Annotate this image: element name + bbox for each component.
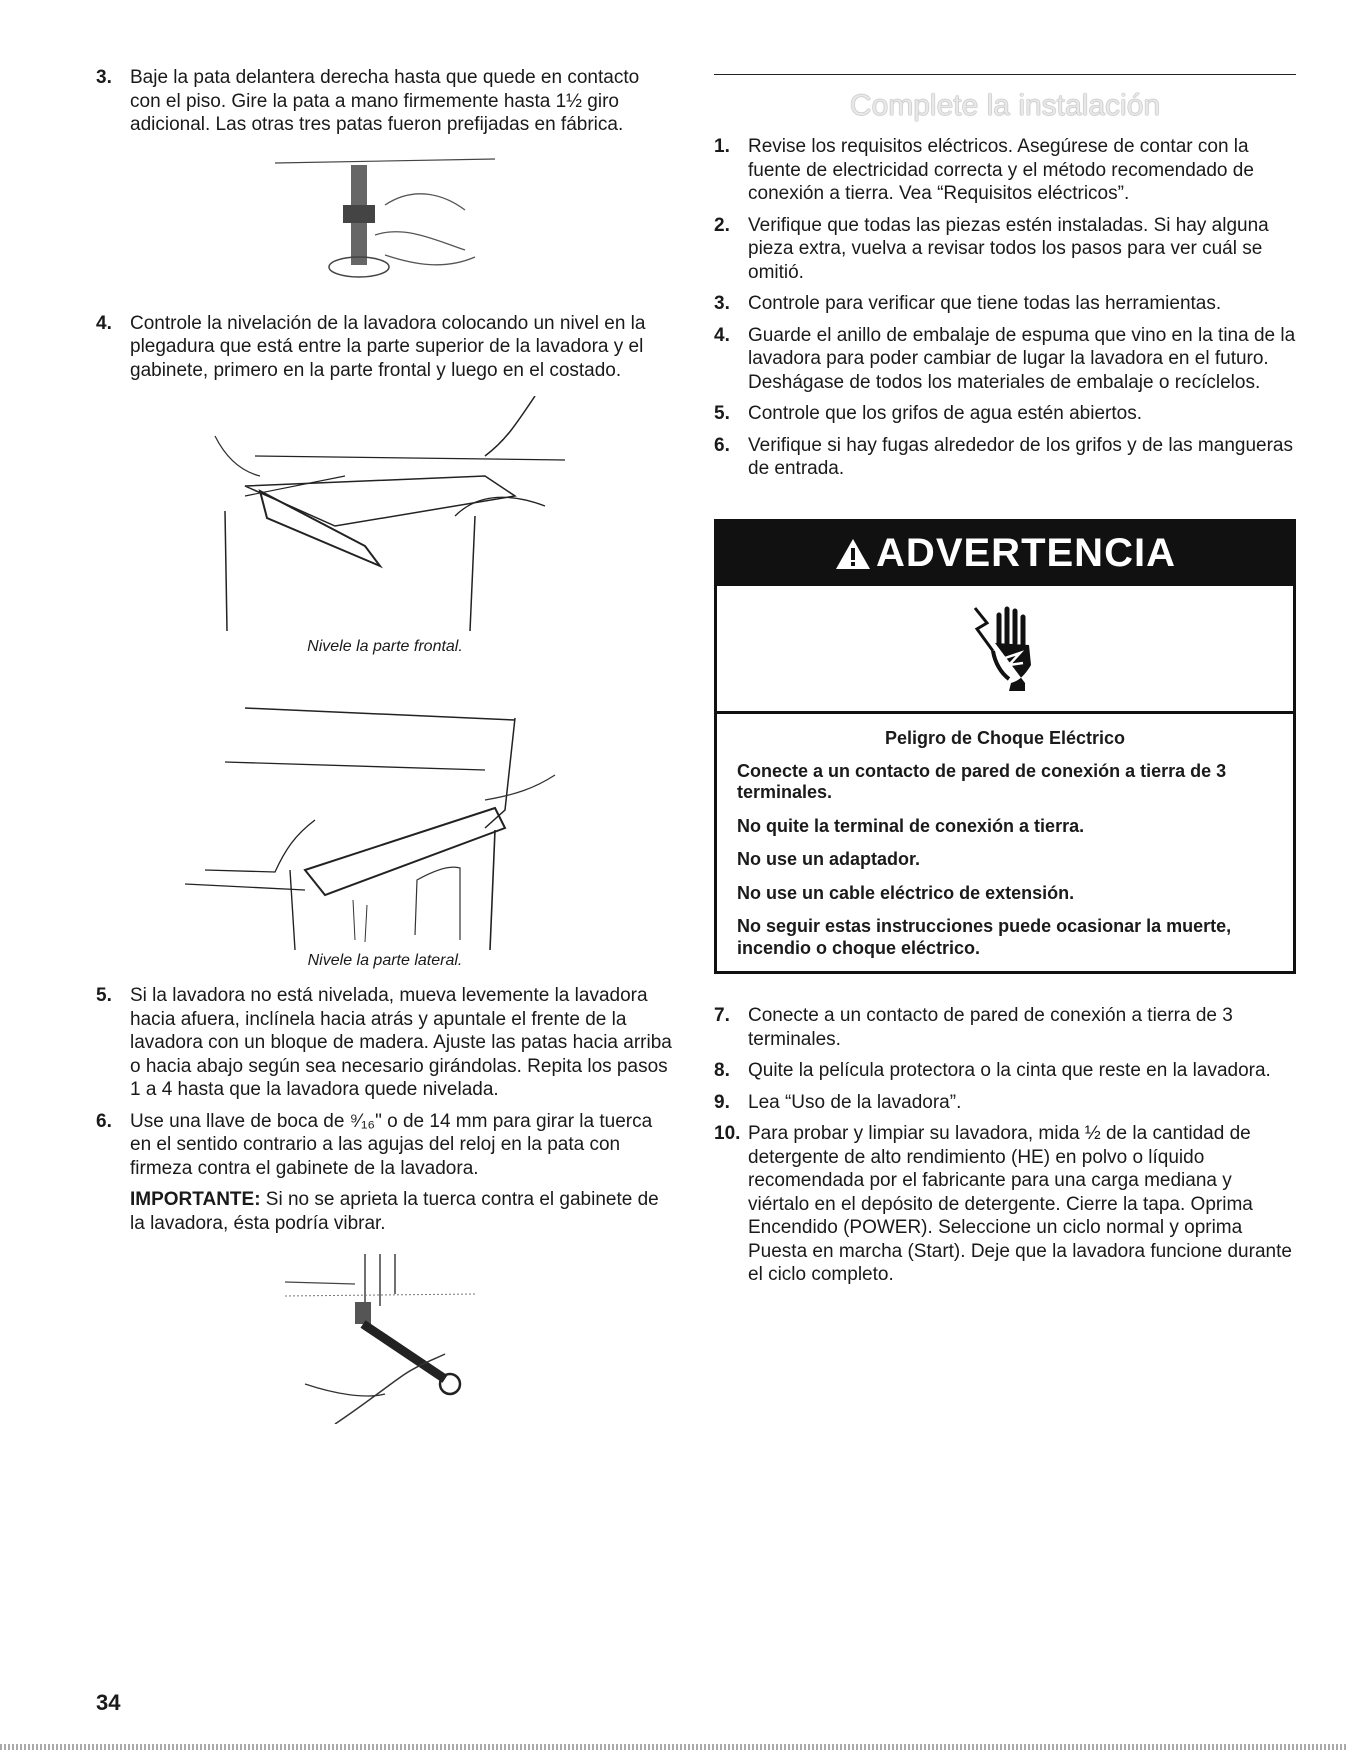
step-text: Verifique que todas las piezas estén instaladas. Si hay alguna pieza extra, vuelva a revisar todos los pasos para ver cuál se omitió. xyxy=(748,214,1269,283)
step-text: Controle para verificar que tiene todas las herramientas. xyxy=(748,293,1222,314)
step-text: Lea “Uso de la lavadora”. xyxy=(748,1091,962,1113)
wrench-illustration xyxy=(275,1254,495,1424)
left-column xyxy=(96,66,674,1424)
important-label: IMPORTANTE: xyxy=(130,1189,261,1210)
step-3 xyxy=(96,66,674,137)
warning-box xyxy=(714,519,1296,975)
step-number: 3. xyxy=(96,67,112,88)
install-step xyxy=(714,434,1296,481)
step-text: Baje la pata delantera derecha hasta que quede en contacto con el piso. Gire la pata a mano firmemente hasta 1½ giro adicional. Las otras tres patas fueron prefijadas en fábrica. xyxy=(130,67,640,135)
warning-body xyxy=(717,714,1293,972)
caption-front: Nivele la parte frontal. xyxy=(307,638,463,655)
step-5 xyxy=(96,984,674,1102)
warning-icon-area xyxy=(717,586,1293,714)
step-6 xyxy=(96,1110,674,1181)
step-text: Quite la película protectora o la cinta que reste en la lavadora. xyxy=(748,1060,1271,1081)
warning-header xyxy=(717,522,1293,586)
step-number: 7. xyxy=(714,1005,730,1026)
step-number: 6. xyxy=(96,1110,112,1132)
caption-side: Nivele la parte lateral. xyxy=(307,952,463,969)
install-step xyxy=(714,135,1296,206)
install-step xyxy=(714,1004,1296,1051)
electric-shock-hand-icon xyxy=(965,603,1045,693)
step-4 xyxy=(96,312,674,383)
step-text: Controle que los grifos de agua estén abiertos. xyxy=(748,403,1142,424)
step-text: Verifique si hay fugas alrededor de los grifos y de las mangueras de entrada. xyxy=(748,434,1293,479)
step-number: 6. xyxy=(714,434,730,456)
warning-line: Conecte a un contacto de pared de conexión a tierra de 3 terminales. xyxy=(737,760,1227,802)
section-divider xyxy=(714,74,1296,75)
step-number: 3. xyxy=(714,293,730,314)
install-step xyxy=(714,1059,1296,1083)
install-step xyxy=(714,1122,1296,1287)
step-number: 5. xyxy=(714,403,730,424)
step-text: Conecte a un contacto de pared de conexión a tierra de 3 terminales. xyxy=(748,1005,1233,1050)
step-number: 5. xyxy=(96,985,112,1006)
step-text: Guarde el anillo de embalaje de espuma que vino en la tina de la lavadora para poder cambiar de lugar la lavadora en el futuro. Deshágase de todos los materiales de embalaje o recíclelos. xyxy=(748,324,1296,393)
step-text: Use una llave de boca de ⁹⁄₁₆" o de 14 mm para girar la tuerca en el sentido contrario a las agujas del reloj en la pata con firmeza contra el gabinete de la lavadora. xyxy=(130,1110,653,1179)
install-step xyxy=(714,214,1296,285)
step-number: 2. xyxy=(714,214,730,236)
right-column xyxy=(714,66,1296,1295)
install-step xyxy=(714,1091,1296,1115)
warning-line: No use un cable eléctrico de extensión. xyxy=(737,882,1075,903)
step-number: 1. xyxy=(714,136,730,157)
section-title: Complete la instalación xyxy=(849,89,1161,122)
step-number: 10. xyxy=(714,1123,741,1144)
warning-triangle-icon xyxy=(834,537,872,571)
leg-adjust-illustration xyxy=(265,145,505,290)
important-note xyxy=(130,1188,674,1235)
step-text: Controle la nivelación de la lavadora colocando un nivel en la plegadura que está entre la parte superior de la lavadora y el gabinete, primero en la parte frontal y luego en el costado. xyxy=(130,312,646,381)
install-step xyxy=(714,324,1296,395)
step-number: 8. xyxy=(714,1060,730,1081)
step-number: 4. xyxy=(714,324,730,346)
hazard-heading: Peligro de Choque Eléctrico xyxy=(884,727,1126,748)
warning-line: No seguir estas instrucciones puede ocasionar la muerte, incendio o choque eléctrico. xyxy=(737,916,1232,958)
scan-edge xyxy=(0,1744,1348,1750)
page-number: 34 xyxy=(96,1690,121,1715)
warning-line: No quite la terminal de conexión a tierra. xyxy=(737,815,1085,836)
step-number: 9. xyxy=(714,1091,730,1113)
install-step xyxy=(714,292,1296,316)
warning-title: ADVERTENCIA xyxy=(876,531,1176,575)
step-number: 4. xyxy=(96,312,112,334)
step-text: Si la lavadora no está nivelada, mueva levemente la lavadora hacia afuera, inclínela hacia atrás y apuntale el frente de la lavadora con un bloque de madera. Ajuste las patas hacia arriba o hacia abajo según sea necesario girándolas. Repita los pasos 1 a 4 hasta que la lavadora quede nivelada. xyxy=(130,985,672,1100)
level-front-illustration xyxy=(185,396,585,636)
level-side-illustration xyxy=(185,700,585,950)
step-text: Para probar y limpiar su lavadora, mida ½ de la cantidad de detergente de alto rendimiento (HE) en polvo o líquido recomendada por el fabricante para una carga mediana y viértalo en el depósito de detergente. Cierre la tapa. Oprima Encendido (POWER). Seleccione un ciclo normal y oprima Puesta en marcha (Start). Deje que la lavadora funcione durante el ciclo completo. xyxy=(748,1123,1292,1285)
important-text: Si no se aprieta la tuerca contra el gabinete de la lavadora, ésta podría vibrar. xyxy=(130,1189,659,1234)
warning-line: No use un adaptador. xyxy=(737,849,921,869)
install-step xyxy=(714,402,1296,426)
step-text: Revise los requisitos eléctricos. Asegúrese de contar con la fuente de electricidad correcta y el método recomendado de conexión a tierra. Vea “Requisitos eléctricos”. xyxy=(748,136,1254,204)
